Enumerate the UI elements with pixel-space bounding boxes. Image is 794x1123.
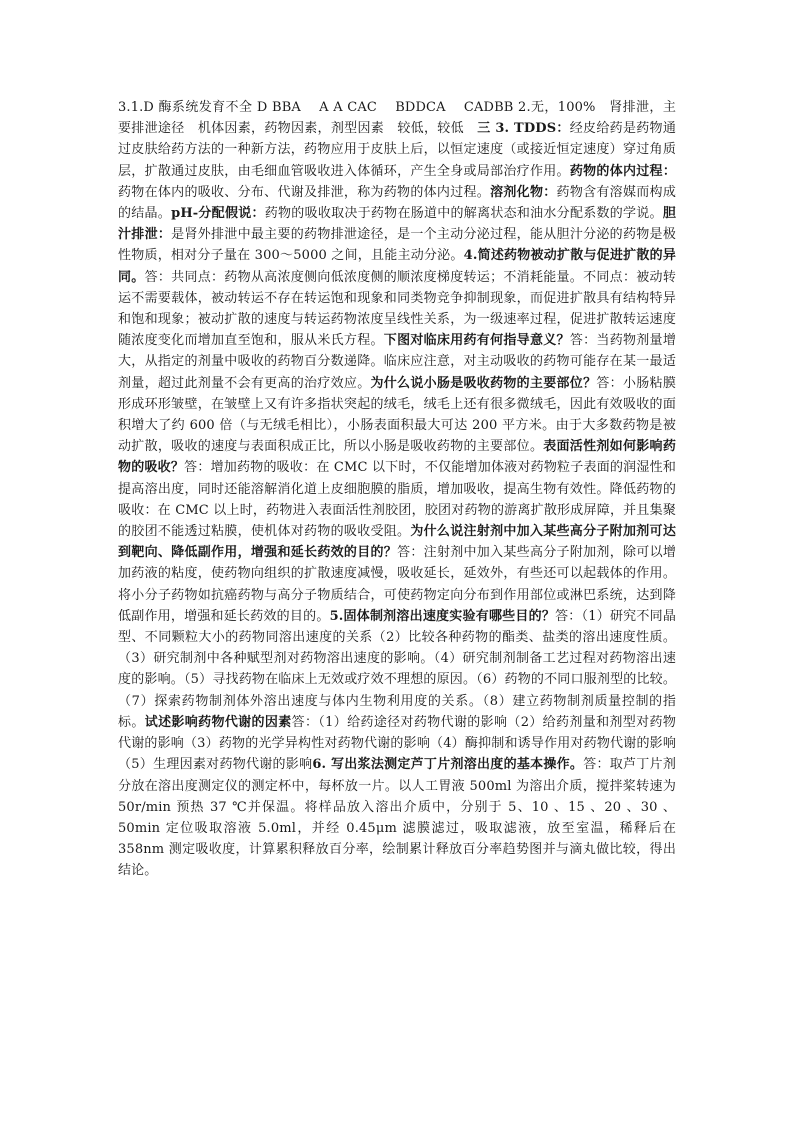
- bold-heading-text: 表面活性剂如何影响药物的吸收？: [118, 439, 676, 476]
- bold-heading-text: 为什么说注射剂中加入某些高分子附加剂可达到靶向、降低副作用，增强和延长药效的目的？: [118, 524, 676, 561]
- body-text: 经皮给药是药物通过皮肤给药方法的一种新方法，药物应用于皮肤上后，以恒定速度（或接近恒定速度）穿过角质层，扩散通过皮肤，由毛细血管吸收进入体循环，产生全身或局部治疗作用。: [118, 121, 677, 179]
- bold-heading-text: 试述影响药物代谢的因素: [144, 714, 292, 730]
- body-text: 答：取芦丁片剂分放在溶出度测定仪的测定杯中，每杯放一片。以人工胃液 500ml 为溶出介质，搅拌桨转速为 50r/min 预热 37 ℃并保温。将样品放入溶出介质中，分别于 5、10 、15 、20 、30 、50min 定位吸取溶液 5.0ml，并经 0.45μm 滤膜滤过，吸取滤液，放至室温，稀释后在 358nm 测定吸收度，计算累积释放百分率，绘制累计释放百分率趋势图并与滴丸做比较，得出结论。: [118, 757, 676, 879]
- bold-heading-text: 药物的体内过程：: [569, 163, 676, 179]
- body-text: 药物的吸收取决于药物在肠道中的解离状态和油水分配系数的学说。: [264, 206, 663, 222]
- bold-heading-text: 6. 写出浆法测定芦丁片剂溶出度的基本操作。: [312, 757, 584, 773]
- answer-text-block: [118, 97, 676, 882]
- bold-heading-text: 下图对临床用药有何指导意义？: [383, 333, 570, 349]
- bold-heading-text: 三 3. TDDS：: [477, 121, 570, 137]
- bold-heading-text: pH-分配假说：: [171, 206, 265, 222]
- body-text: 答：注射剂中加入某些高分子附加剂，除可以增加药液的粘度，使药物向组织的扩散速度减慢，吸收延长，延效外，有些还可以起载体的作用。将小分子药物如抗癌药物与高分子物质结合，可使药物定向分布到作用部位或淋巴系统，达到降低副作用，增强和延长药效的目的。: [118, 545, 677, 624]
- body-text: 3.1.D 酶系统发育不全 D BBA A A CAC BDDCA CADBB 2.无，100% 肾排泄，主要排泄途径 机体因素，药物因素，剂型因素 较低，较低: [118, 100, 676, 137]
- bold-heading-text: 为什么说小肠是吸收药物的主要部位？: [370, 375, 597, 391]
- body-text: 是肾外排泄中最主要的药物排泄途径，是一个主动分泌过程，能从胆汁分泌的药物是极性物质，相对分子量在 300～5000 之间，且能主动分泌。: [118, 227, 676, 264]
- bold-heading-text: 4.简述药物被动扩散与促进扩散的异同。: [118, 248, 676, 285]
- body-text: 答：增加药物的吸收：在 CMC 以下时，不仅能增加体液对药物粒子表面的润湿性和提高溶出度，同时还能溶解消化道上皮细胞膜的脂质，增加吸收，提高生物有效性。降低药物的吸收：在 CMC 以上时，药物进入表面活性剂胶团，胶团对药物的游离扩散形成屏障，并且集聚的胶团不能透过粘膜，使机体对药物的吸收受阻。: [118, 460, 676, 540]
- body-text: 答：共同点：药物从高浓度侧向低浓度侧的顺浓度梯度转运；不消耗能量。不同点：被动转运不需要载体，被动转运不存在转运饱和现象和同类物竞争抑制现象，而促进扩散具有结构特异和饱和现象；被动扩散的速度与转运药物浓度呈线性关系，为一级速率过程，促进扩散转运速度随浓度变化而增加直至饱和，服从米氏方程。: [118, 269, 676, 349]
- body-text: 药物含有溶媒而构成的结晶。: [118, 184, 676, 222]
- body-text: 答：小肠粘膜形成环形皱壁，在皱壁上又有许多指状突起的绒毛，绒毛上还有很多微绒毛，因此有效吸收的面积增大了约 600 倍（与无绒毛相比），小肠表面积最大可达 200 平方米。由于大多数药物是被动扩散，吸收的速度与表面积成正比，所以小肠是吸收药物的主要部位。: [118, 375, 676, 455]
- bold-heading-text: 5.固体制剂溶出速度实验有哪些目的？: [329, 608, 556, 624]
- body-text: 答：（1）研究不同晶型、不同颗粒大小的药物同溶出速度的关系（2）比较各种药物的酯类、盐类的溶出速度性质。（3）研究制剂中各种赋型剂对药物溶出速度的影响。（4）研究制剂制备工艺过程对药物溶出速度的影响。（5）寻找药物在临床上无效或疗效不理想的原因。（6）药物的不同口服剂型的比较。（7）探索药物制剂体外溶出速度与体内生物利用度的关系。（8）建立药物制剂质量控制的指标。: [118, 608, 676, 730]
- bold-heading-text: 胆汁排泄：: [118, 206, 676, 243]
- body-text: 答：当药物剂量增大，从指定的剂量中吸收的药物百分数递降。临床应注意，对主动吸收的药物可能存在某一最适剂量，超过此剂量不会有更高的治疗效应。: [118, 333, 676, 391]
- body-text: 答：（1）给药途径对药物代谢的影响（2）给药剂量和剂型对药物代谢的影响（3）药物的光学异构性对药物代谢的影响（4）酶抑制和诱导作用对药物代谢的影响（5）生理因素对药物代谢的影响: [118, 714, 676, 773]
- body-text: 药物在体内的吸收、分布、代谢及排泄，称为药物的体内过程。: [118, 184, 491, 200]
- bold-heading-text: 溶剂化物：: [490, 184, 557, 200]
